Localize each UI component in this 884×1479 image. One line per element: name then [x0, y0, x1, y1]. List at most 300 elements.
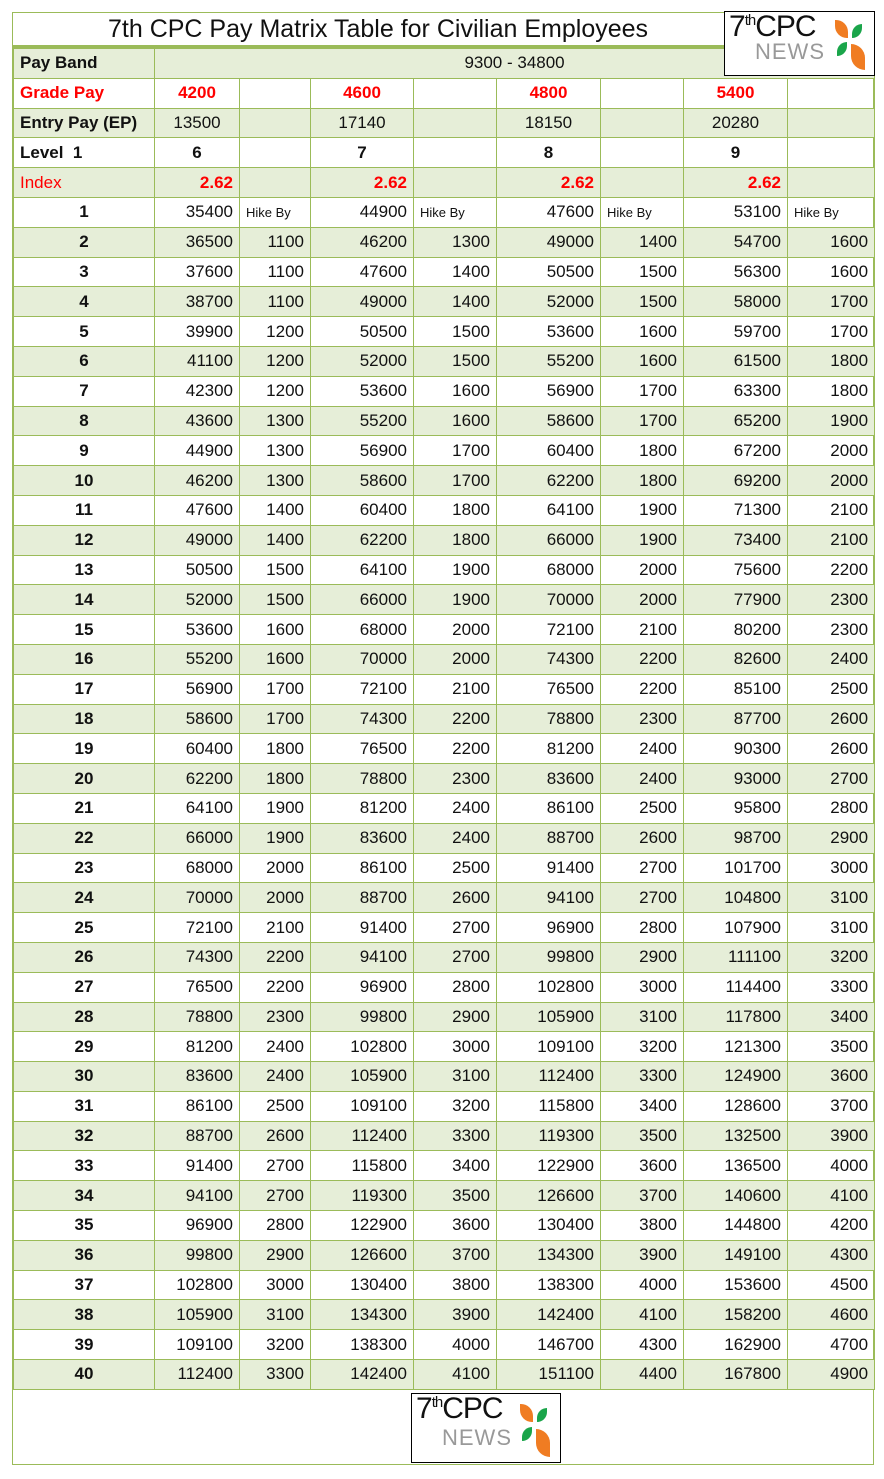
table-row [14, 823, 875, 853]
pay-cell: 53600 [497, 317, 601, 347]
pay-band-value: 9300 - 34800 [155, 49, 875, 79]
hike-cell: 4000 [601, 1270, 684, 1300]
hike-cell: 1800 [601, 436, 684, 466]
pay-cell: 52000 [155, 585, 240, 615]
pay-cell: 53100 [684, 197, 788, 227]
hike-cell: 1100 [240, 287, 311, 317]
step-number: 23 [14, 853, 155, 883]
hike-cell: 2000 [414, 615, 497, 645]
pay-cell: 105900 [311, 1062, 414, 1092]
index-label: Index [14, 168, 155, 198]
pay-cell: 64100 [311, 555, 414, 585]
table-row [14, 257, 875, 287]
logo-subtext: NEWS [755, 39, 825, 64]
pay-cell: 58600 [497, 406, 601, 436]
step-number: 38 [14, 1300, 155, 1330]
pay-cell: 76500 [311, 734, 414, 764]
step-number: 13 [14, 555, 155, 585]
hike-cell: 2000 [240, 853, 311, 883]
hike-cell: 3500 [788, 1032, 875, 1062]
hike-cell: Hike By [240, 197, 311, 227]
pay-cell: 55200 [497, 346, 601, 376]
table-row [14, 466, 875, 496]
step-number: 34 [14, 1181, 155, 1211]
hike-cell: 1700 [788, 317, 875, 347]
hike-cell: 2800 [788, 793, 875, 823]
leaf-icon [852, 24, 862, 38]
hike-cell: 1700 [414, 466, 497, 496]
table-row [14, 1360, 875, 1390]
pay-cell: 140600 [684, 1181, 788, 1211]
step-number: 4 [14, 287, 155, 317]
pay-cell: 70000 [311, 644, 414, 674]
table-row [14, 317, 875, 347]
hike-cell: 1600 [240, 615, 311, 645]
hike-cell: 3700 [601, 1181, 684, 1211]
pay-cell: 138300 [311, 1330, 414, 1360]
hike-cell: 2400 [414, 793, 497, 823]
table-row [14, 227, 875, 257]
leaf-icon [536, 1429, 550, 1457]
hike-cell: 3300 [601, 1062, 684, 1092]
pay-cell: 68000 [311, 615, 414, 645]
pay-cell: 41100 [155, 346, 240, 376]
pay-cell: 142400 [311, 1360, 414, 1390]
hike-cell: 1800 [240, 764, 311, 794]
step-number: 21 [14, 793, 155, 823]
footer-logo [411, 1393, 561, 1463]
hike-cell: 1600 [601, 346, 684, 376]
pay-cell: 77900 [684, 585, 788, 615]
hike-cell: 3400 [788, 1002, 875, 1032]
pay-cell: 36500 [155, 227, 240, 257]
pay-cell: 52000 [497, 287, 601, 317]
hike-cell: 1500 [414, 346, 497, 376]
hike-cell: 1900 [240, 793, 311, 823]
step-number: 8 [14, 406, 155, 436]
brand-logo [724, 11, 875, 76]
hike-cell: 3900 [788, 1121, 875, 1151]
index-row [14, 168, 875, 198]
table-row [14, 1270, 875, 1300]
grade-pay-value: 5400 [684, 78, 788, 108]
pay-cell: 42300 [155, 376, 240, 406]
pay-cell: 99800 [311, 1002, 414, 1032]
hike-cell: 1200 [240, 376, 311, 406]
pay-cell: 109100 [155, 1330, 240, 1360]
hike-cell: 2300 [414, 764, 497, 794]
hike-cell: 2300 [601, 704, 684, 734]
hike-cell: Hike By [414, 197, 497, 227]
entry-pay-value: 13500 [155, 108, 240, 138]
hike-cell: 3600 [788, 1062, 875, 1092]
hike-cell: 4900 [788, 1360, 875, 1390]
pay-cell: 64100 [155, 793, 240, 823]
hike-cell: 4100 [414, 1360, 497, 1390]
hike-cell: 2300 [788, 585, 875, 615]
pay-cell: 142400 [497, 1300, 601, 1330]
hike-cell: 4600 [788, 1300, 875, 1330]
pay-cell: 44900 [311, 197, 414, 227]
hike-cell: 3100 [788, 913, 875, 943]
pay-cell: 50500 [155, 555, 240, 585]
pay-cell: 68000 [155, 853, 240, 883]
table-row [14, 1032, 875, 1062]
step-number: 31 [14, 1091, 155, 1121]
hike-cell: 3800 [414, 1270, 497, 1300]
pay-cell: 146700 [497, 1330, 601, 1360]
step-number: 19 [14, 734, 155, 764]
pay-cell: 52000 [311, 346, 414, 376]
entry-pay-row [14, 108, 875, 138]
table-row [14, 1330, 875, 1360]
empty-cell [414, 78, 497, 108]
step-number: 10 [14, 466, 155, 496]
hike-cell: 1600 [788, 257, 875, 287]
table-row [14, 1240, 875, 1270]
pay-cell: 58000 [684, 287, 788, 317]
pay-cell: 66000 [497, 525, 601, 555]
hike-cell: 1500 [240, 585, 311, 615]
hike-cell: 2200 [601, 674, 684, 704]
hike-cell: 1100 [240, 227, 311, 257]
pay-cell: 47600 [497, 197, 601, 227]
pay-matrix-table [13, 48, 875, 1390]
step-number: 33 [14, 1151, 155, 1181]
pay-cell: 138300 [497, 1270, 601, 1300]
pay-cell: 49000 [155, 525, 240, 555]
pay-cell: 94100 [497, 883, 601, 913]
pay-cell: 99800 [155, 1240, 240, 1270]
table-row [14, 1121, 875, 1151]
pay-cell: 70000 [155, 883, 240, 913]
hike-cell: 2600 [414, 883, 497, 913]
hike-cell: 1600 [788, 227, 875, 257]
pay-cell: 86100 [155, 1091, 240, 1121]
hike-cell: 2400 [788, 644, 875, 674]
hike-cell: 4200 [788, 1211, 875, 1241]
step-number: 37 [14, 1270, 155, 1300]
hike-cell: 1500 [240, 555, 311, 585]
hike-cell: 2200 [240, 972, 311, 1002]
hike-cell: 3000 [601, 972, 684, 1002]
hike-cell: 1600 [414, 376, 497, 406]
pay-cell: 105900 [497, 1002, 601, 1032]
step-number: 3 [14, 257, 155, 287]
empty-cell [601, 138, 684, 168]
pay-cell: 70000 [497, 585, 601, 615]
hike-cell: 2700 [788, 764, 875, 794]
pay-cell: 61500 [684, 346, 788, 376]
pay-cell: 38700 [155, 287, 240, 317]
hike-cell: 4300 [601, 1330, 684, 1360]
empty-cell [788, 138, 875, 168]
pay-cell: 85100 [684, 674, 788, 704]
pay-cell: 134300 [311, 1300, 414, 1330]
pay-cell: 73400 [684, 525, 788, 555]
pay-cell: 78800 [311, 764, 414, 794]
leaf-icon [522, 1427, 532, 1441]
hike-cell: 3300 [240, 1360, 311, 1390]
hike-cell: 1800 [601, 466, 684, 496]
grade-pay-row [14, 78, 875, 108]
step-number: 9 [14, 436, 155, 466]
pay-cell: 72100 [311, 674, 414, 704]
pay-cell: 107900 [684, 913, 788, 943]
pay-cell: 75600 [684, 555, 788, 585]
pay-cell: 49000 [311, 287, 414, 317]
pay-cell: 101700 [684, 853, 788, 883]
pay-cell: 50500 [497, 257, 601, 287]
hike-cell: 2700 [601, 853, 684, 883]
pay-cell: 149100 [684, 1240, 788, 1270]
pay-cell: 112400 [311, 1121, 414, 1151]
hike-cell: 1800 [788, 376, 875, 406]
hike-cell: 1700 [601, 376, 684, 406]
table-row [14, 734, 875, 764]
table-row [14, 764, 875, 794]
hike-cell: 2400 [414, 823, 497, 853]
pay-cell: 86100 [497, 793, 601, 823]
table-row [14, 555, 875, 585]
hike-cell: 2400 [240, 1032, 311, 1062]
pay-cell: 43600 [155, 406, 240, 436]
hike-cell: 2300 [788, 615, 875, 645]
table-row [14, 972, 875, 1002]
step-number: 5 [14, 317, 155, 347]
hike-cell: 1600 [414, 406, 497, 436]
index-value: 2.62 [155, 168, 240, 198]
table-row [14, 1151, 875, 1181]
step-number: 26 [14, 942, 155, 972]
pay-cell: 94100 [311, 942, 414, 972]
pay-cell: 112400 [497, 1062, 601, 1092]
hike-cell: 2600 [601, 823, 684, 853]
hike-cell: 1800 [240, 734, 311, 764]
hike-cell: 2500 [788, 674, 875, 704]
hike-cell: 2800 [414, 972, 497, 1002]
pay-cell: 87700 [684, 704, 788, 734]
hike-cell: 3200 [788, 942, 875, 972]
hike-cell: 2500 [240, 1091, 311, 1121]
hike-cell: 2700 [414, 913, 497, 943]
hike-cell: 1800 [788, 346, 875, 376]
hike-cell: 1900 [414, 585, 497, 615]
pay-cell: 94100 [155, 1181, 240, 1211]
hike-cell: 2200 [414, 734, 497, 764]
pay-cell: 117800 [684, 1002, 788, 1032]
hike-cell: 1200 [240, 346, 311, 376]
hike-cell: 2900 [240, 1240, 311, 1270]
hike-cell: 1700 [414, 436, 497, 466]
grade-pay-label: Grade Pay [14, 78, 155, 108]
hike-cell: 2900 [601, 942, 684, 972]
step-number: 7 [14, 376, 155, 406]
hike-cell: 2000 [788, 436, 875, 466]
pay-cell: 111100 [684, 942, 788, 972]
table-row [14, 1002, 875, 1032]
empty-cell [414, 138, 497, 168]
hike-cell: 1700 [788, 287, 875, 317]
hike-cell: 2200 [240, 942, 311, 972]
hike-cell: 1300 [240, 466, 311, 496]
empty-cell [601, 108, 684, 138]
pay-cell: 132500 [684, 1121, 788, 1151]
hike-cell: 1300 [240, 436, 311, 466]
level-value: 7 [311, 138, 414, 168]
pay-cell: 130400 [497, 1211, 601, 1241]
hike-cell: 4000 [414, 1330, 497, 1360]
hike-cell: 3000 [240, 1270, 311, 1300]
hike-cell: 3400 [414, 1151, 497, 1181]
pay-cell: 82600 [684, 644, 788, 674]
hike-cell: 4000 [788, 1151, 875, 1181]
hike-cell: 2700 [601, 883, 684, 913]
pay-cell: 63300 [684, 376, 788, 406]
step-number: 1 [14, 197, 155, 227]
hike-cell: 3100 [601, 1002, 684, 1032]
table-row [14, 1300, 875, 1330]
entry-pay-value: 18150 [497, 108, 601, 138]
pay-cell: 83600 [155, 1062, 240, 1092]
pay-cell: 119300 [497, 1121, 601, 1151]
pay-cell: 126600 [497, 1181, 601, 1211]
hike-cell: 1600 [240, 644, 311, 674]
table-row [14, 1062, 875, 1092]
hike-cell: 2400 [601, 764, 684, 794]
hike-cell: 3700 [788, 1091, 875, 1121]
pay-cell: 69200 [684, 466, 788, 496]
hike-cell: 3200 [240, 1330, 311, 1360]
hike-cell: 2200 [414, 704, 497, 734]
pay-cell: 88700 [497, 823, 601, 853]
step-number: 11 [14, 495, 155, 525]
pay-cell: 56900 [155, 674, 240, 704]
step-number: 40 [14, 1360, 155, 1390]
hike-cell: 2800 [601, 913, 684, 943]
pay-cell: 134300 [497, 1240, 601, 1270]
table-row [14, 704, 875, 734]
pay-cell: 86100 [311, 853, 414, 883]
level-value: 6 [155, 138, 240, 168]
pay-cell: 62200 [311, 525, 414, 555]
pay-cell: 74300 [155, 942, 240, 972]
step-number: 28 [14, 1002, 155, 1032]
pay-cell: 167800 [684, 1360, 788, 1390]
pay-cell: 112400 [155, 1360, 240, 1390]
pay-cell: 53600 [155, 615, 240, 645]
hike-cell: 2200 [788, 555, 875, 585]
pay-cell: 78800 [155, 1002, 240, 1032]
table-row [14, 1181, 875, 1211]
hike-cell: 2700 [240, 1151, 311, 1181]
pay-cell: 72100 [497, 615, 601, 645]
step-number: 24 [14, 883, 155, 913]
pay-cell: 74300 [311, 704, 414, 734]
hike-cell: 4300 [788, 1240, 875, 1270]
hike-cell: 2100 [601, 615, 684, 645]
pay-cell: 72100 [155, 913, 240, 943]
empty-cell [240, 168, 311, 198]
pay-cell: 56300 [684, 257, 788, 287]
pay-cell: 158200 [684, 1300, 788, 1330]
pay-cell: 114400 [684, 972, 788, 1002]
pay-cell: 102800 [311, 1032, 414, 1062]
pay-cell: 128600 [684, 1091, 788, 1121]
pay-cell: 93000 [684, 764, 788, 794]
step-number: 35 [14, 1211, 155, 1241]
hike-cell: 4100 [788, 1181, 875, 1211]
empty-cell [788, 108, 875, 138]
hike-cell: 1900 [414, 555, 497, 585]
pay-cell: 44900 [155, 436, 240, 466]
pay-cell: 90300 [684, 734, 788, 764]
hike-cell: 3800 [601, 1211, 684, 1241]
pay-cell: 153600 [684, 1270, 788, 1300]
pay-cell: 151100 [497, 1360, 601, 1390]
pay-cell: 56900 [311, 436, 414, 466]
hike-cell: Hike By [601, 197, 684, 227]
pay-cell: 102800 [155, 1270, 240, 1300]
hike-cell: 1700 [601, 406, 684, 436]
hike-cell: 3100 [240, 1300, 311, 1330]
hike-cell: 2600 [788, 734, 875, 764]
pay-cell: 60400 [497, 436, 601, 466]
level-label: Level 1 [14, 138, 155, 168]
hike-cell: 1100 [240, 257, 311, 287]
entry-pay-label: Entry Pay (EP) [14, 108, 155, 138]
pay-cell: 58600 [155, 704, 240, 734]
table-row [14, 406, 875, 436]
step-number: 16 [14, 644, 155, 674]
pay-cell: 109100 [311, 1091, 414, 1121]
step-number: 12 [14, 525, 155, 555]
step-number: 17 [14, 674, 155, 704]
logo-subtext: NEWS [442, 1425, 512, 1450]
table-row [14, 644, 875, 674]
pay-cell: 91400 [311, 913, 414, 943]
hike-cell: 1900 [788, 406, 875, 436]
empty-cell [414, 108, 497, 138]
pay-cell: 122900 [311, 1211, 414, 1241]
pay-cell: 83600 [311, 823, 414, 853]
pay-cell: 98700 [684, 823, 788, 853]
hike-cell: 3600 [601, 1151, 684, 1181]
hike-cell: 1600 [601, 317, 684, 347]
step-number: 14 [14, 585, 155, 615]
pay-cell: 53600 [311, 376, 414, 406]
index-value: 2.62 [497, 168, 601, 198]
pay-cell: 122900 [497, 1151, 601, 1181]
pay-cell: 121300 [684, 1032, 788, 1062]
grade-pay-value: 4600 [311, 78, 414, 108]
pay-cell: 67200 [684, 436, 788, 466]
table-row [14, 585, 875, 615]
pay-cell: 46200 [311, 227, 414, 257]
pay-cell: 78800 [497, 704, 601, 734]
hike-cell: 3700 [414, 1240, 497, 1270]
hike-cell: 2000 [601, 555, 684, 585]
table-row [14, 495, 875, 525]
table-row [14, 674, 875, 704]
entry-pay-value: 17140 [311, 108, 414, 138]
hike-cell: 2100 [240, 913, 311, 943]
step-number: 32 [14, 1121, 155, 1151]
empty-cell [240, 138, 311, 168]
pay-cell: 91400 [497, 853, 601, 883]
hike-cell: 2400 [601, 734, 684, 764]
pay-cell: 49000 [497, 227, 601, 257]
